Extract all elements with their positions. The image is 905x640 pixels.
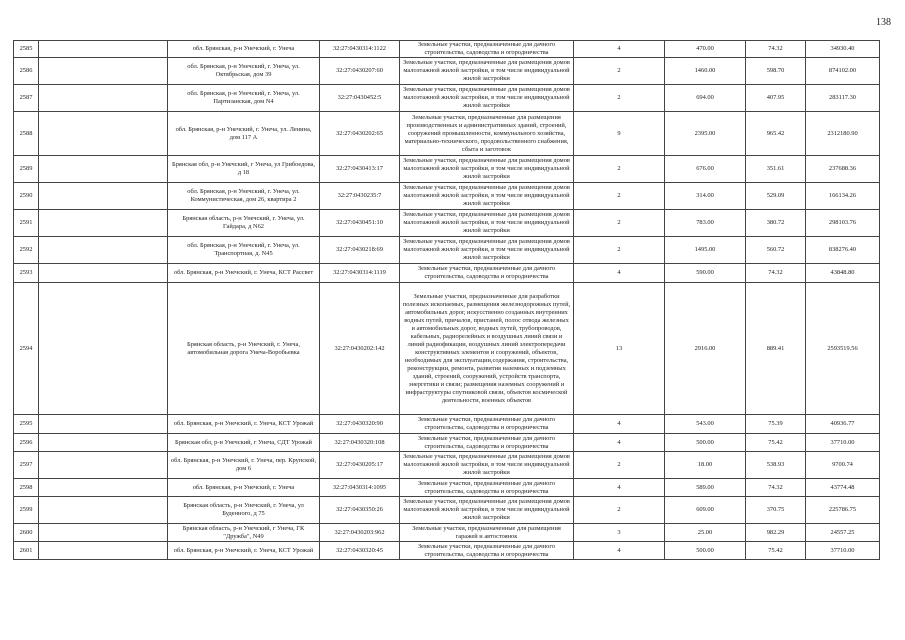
use-class-cell: 2 <box>574 237 665 264</box>
area-cell: 590.00 <box>665 264 746 283</box>
area-cell: 470.00 <box>665 41 746 58</box>
land-use-cell: Земельные участки, предназначенные для размещения домов малоэтажной жилой застройки, в том числе индивидуальной жилой застройки <box>400 497 574 524</box>
table-row <box>14 524 880 542</box>
table-row <box>14 41 880 58</box>
land-use-cell: Земельные участки, предназначенные для дачного строительства, садоводства и огородничества <box>400 264 574 283</box>
area-cell: 783.00 <box>665 210 746 237</box>
table-row <box>14 85 880 112</box>
address-cell: обл. Брянская, р-н Унечский, г. Унеча, ул. Ленина, дом 117 А <box>168 112 320 156</box>
table-row <box>14 237 880 264</box>
page-number: 138 <box>876 17 891 28</box>
area-cell: 694.00 <box>665 85 746 112</box>
blank-cell <box>39 415 168 434</box>
use-class-cell: 4 <box>574 542 665 560</box>
area-cell: 18.00 <box>665 452 746 479</box>
row-number: 2596 <box>14 434 39 452</box>
cadastral-number-cell: 32:27:0430350:26 <box>320 497 400 524</box>
use-class-cell: 2 <box>574 183 665 210</box>
table-row <box>14 210 880 237</box>
area-cell: 500.00 <box>665 434 746 452</box>
address-cell: обл. Брянская, р-н Унечский, г. Унеча, ул. Транспортная, д. N45 <box>168 237 320 264</box>
blank-cell <box>39 183 168 210</box>
address-cell: Брянская область, р-н Унечский, г. Унеча, автомобильная дорога Унеча-Воробьевка <box>168 283 320 415</box>
row-number: 2593 <box>14 264 39 283</box>
unit-value-cell: 560.72 <box>746 237 806 264</box>
blank-cell <box>39 479 168 497</box>
address-cell: обл. Брянская, р-н Унечский, г. Унеча, пер. Крупской, дом 6 <box>168 452 320 479</box>
table-row <box>14 112 880 156</box>
land-use-cell: Земельные участки, предназначенные для размещения домов малоэтажной жилой застройки, в том числе индивидуальной жилой застройки <box>400 237 574 264</box>
land-use-cell: Земельные участки, предназначенные для размещения домов малоэтажной жилой застройки, в том числе индивидуальной жилой застройки <box>400 183 574 210</box>
use-class-cell: 2 <box>574 497 665 524</box>
blank-cell <box>39 156 168 183</box>
cadastral-value-cell: 166134.26 <box>806 183 880 210</box>
area-cell: 543.00 <box>665 415 746 434</box>
use-class-cell: 4 <box>574 415 665 434</box>
use-class-cell: 4 <box>574 479 665 497</box>
land-use-cell: Земельные участки, предназначенные для размещения домов малоэтажной жилой застройки, в том числе индивидуальной жилой застройки <box>400 156 574 183</box>
row-number: 2595 <box>14 415 39 434</box>
cadastral-number-cell: 32:27:0430205:17 <box>320 452 400 479</box>
unit-value-cell: 74.32 <box>746 264 806 283</box>
address-cell: обл. Брянская, р-н Унечский, г. Унеча <box>168 41 320 58</box>
table-row <box>14 479 880 497</box>
cadastral-value-cell: 298103.76 <box>806 210 880 237</box>
unit-value-cell: 380.72 <box>746 210 806 237</box>
cadastral-number-cell: 32:27:0430320:45 <box>320 542 400 560</box>
table-row <box>14 183 880 210</box>
blank-cell <box>39 283 168 415</box>
unit-value-cell: 370.75 <box>746 497 806 524</box>
blank-cell <box>39 524 168 542</box>
blank-cell <box>39 58 168 85</box>
row-number: 2598 <box>14 479 39 497</box>
cadastral-number-cell: 32:27:0430452:5 <box>320 85 400 112</box>
table-row <box>14 452 880 479</box>
cadastral-value-cell: 37710.00 <box>806 434 880 452</box>
unit-value-cell: 965.42 <box>746 112 806 156</box>
row-number: 2587 <box>14 85 39 112</box>
land-register-table <box>13 40 880 560</box>
blank-cell <box>39 112 168 156</box>
area-cell: 2395.00 <box>665 112 746 156</box>
cadastral-number-cell: 32:27:0430207:60 <box>320 58 400 85</box>
unit-value-cell: 75.39 <box>746 415 806 434</box>
cadastral-number-cell: 32:27:0430314:1119 <box>320 264 400 283</box>
unit-value-cell: 74.32 <box>746 479 806 497</box>
cadastral-number-cell: 32:27:0430218:69 <box>320 237 400 264</box>
cadastral-value-cell: 874102.00 <box>806 58 880 85</box>
blank-cell <box>39 85 168 112</box>
unit-value-cell: 889.41 <box>746 283 806 415</box>
cadastral-value-cell: 838276.40 <box>806 237 880 264</box>
use-class-cell: 2 <box>574 85 665 112</box>
cadastral-number-cell: 32:27:0430235:7 <box>320 183 400 210</box>
area-cell: 2916.00 <box>665 283 746 415</box>
cadastral-value-cell: 283117.30 <box>806 85 880 112</box>
row-number: 2590 <box>14 183 39 210</box>
land-use-cell: Земельные участки, предназначенные для размещения гаражей и автостоянок <box>400 524 574 542</box>
cadastral-number-cell: 32:27:0430314:1122 <box>320 41 400 58</box>
use-class-cell: 4 <box>574 41 665 58</box>
table-row <box>14 283 880 415</box>
unit-value-cell: 75.42 <box>746 434 806 452</box>
row-number: 2592 <box>14 237 39 264</box>
blank-cell <box>39 497 168 524</box>
row-number: 2591 <box>14 210 39 237</box>
land-use-cell: Земельные участки, предназначенные для дачного строительства, садоводства и огородничества <box>400 434 574 452</box>
use-class-cell: 4 <box>574 434 665 452</box>
blank-cell <box>39 237 168 264</box>
cadastral-number-cell: 32:27:0430314:1095 <box>320 479 400 497</box>
cadastral-value-cell: 37710.00 <box>806 542 880 560</box>
blank-cell <box>39 41 168 58</box>
use-class-cell: 4 <box>574 264 665 283</box>
land-use-cell: Земельные участки, предназначенные для дачного строительства, садоводства и огородничества <box>400 479 574 497</box>
unit-value-cell: 74.32 <box>746 41 806 58</box>
blank-cell <box>39 452 168 479</box>
row-number: 2599 <box>14 497 39 524</box>
area-cell: 25.00 <box>665 524 746 542</box>
use-class-cell: 2 <box>574 156 665 183</box>
land-use-cell: Земельные участки, предназначенные для дачного строительства, садоводства и огородничества <box>400 415 574 434</box>
use-class-cell: 13 <box>574 283 665 415</box>
table-row <box>14 434 880 452</box>
cadastral-number-cell: 32:27:0430320:108 <box>320 434 400 452</box>
cadastral-value-cell: 225786.75 <box>806 497 880 524</box>
use-class-cell: 2 <box>574 452 665 479</box>
use-class-cell: 9 <box>574 112 665 156</box>
address-cell: обл. Брянская, р-н Унечский, г. Унеча, ул. Партизанская, дом N4 <box>168 85 320 112</box>
address-cell: обл. Брянская, р-н Унечский, г. Унеча, КСТ Рассвет <box>168 264 320 283</box>
table-row <box>14 542 880 560</box>
blank-cell <box>39 434 168 452</box>
address-cell: Брянская область, р-н Унечский, г. Унеча, ул. Гайдара, д N62 <box>168 210 320 237</box>
table-row <box>14 58 880 85</box>
unit-value-cell: 351.61 <box>746 156 806 183</box>
land-use-cell: Земельные участки, предназначенные для размещения домов малоэтажной жилой застройки, в том числе индивидуальной жилой застройки <box>400 452 574 479</box>
row-number: 2585 <box>14 41 39 58</box>
unit-value-cell: 538.93 <box>746 452 806 479</box>
row-number: 2588 <box>14 112 39 156</box>
blank-cell <box>39 542 168 560</box>
area-cell: 1460.00 <box>665 58 746 85</box>
unit-value-cell: 598.70 <box>746 58 806 85</box>
land-use-cell: Земельные участки, предназначенные для размещения производственных и административных зданий, строений, сооружений промышленности, коммунального хозяйства, материально-технического, продовольственного снабжения, сбыта и заготовок <box>400 112 574 156</box>
cadastral-number-cell: 32:27:0430202:142 <box>320 283 400 415</box>
area-cell: 1495.00 <box>665 237 746 264</box>
address-cell: Брянская область, р-н Унечский, г Унеча, ГК "Дружба", N49 <box>168 524 320 542</box>
unit-value-cell: 529.09 <box>746 183 806 210</box>
address-cell: обл. Брянская, р-н Унечский, г. Унеча <box>168 479 320 497</box>
area-cell: 609.00 <box>665 497 746 524</box>
use-class-cell: 2 <box>574 58 665 85</box>
cadastral-value-cell: 24557.25 <box>806 524 880 542</box>
cadastral-value-cell: 237688.36 <box>806 156 880 183</box>
cadastral-number-cell: 32:27:0430320:90 <box>320 415 400 434</box>
cadastral-value-cell: 43848.80 <box>806 264 880 283</box>
address-cell: обл. Брянская, р-н Унечский, г. Унеча, ул. Октябрьская, дом 39 <box>168 58 320 85</box>
address-cell: Брянская обл, р-н Унечский, г Унеча, СДТ Урожай <box>168 434 320 452</box>
cadastral-number-cell: 32:27:0430203:962 <box>320 524 400 542</box>
address-cell: обл. Брянская, р-н Унечский, г. Унеча, ул. Коммунистическая, дом 26, квартира 2 <box>168 183 320 210</box>
blank-cell <box>39 210 168 237</box>
row-number: 2597 <box>14 452 39 479</box>
land-use-cell: Земельные участки, предназначенные для дачного строительства, садоводства и огородничества <box>400 542 574 560</box>
unit-value-cell: 75.42 <box>746 542 806 560</box>
address-cell: обл. Брянская, р-н Унечский, г. Унеча, КСТ Урожай <box>168 542 320 560</box>
address-cell: Брянская область, р-н Унечский, г. Унеча, ул Буденного, д 75 <box>168 497 320 524</box>
row-number: 2589 <box>14 156 39 183</box>
unit-value-cell: 982.29 <box>746 524 806 542</box>
cadastral-value-cell: 43774.48 <box>806 479 880 497</box>
table-row <box>14 497 880 524</box>
row-number: 2601 <box>14 542 39 560</box>
table-row <box>14 156 880 183</box>
land-use-cell: Земельные участки, предназначенные для разработки полезных ископаемых, размещения железнодорожных путей, автомобильных дорог, искусственно созданных внутренних водных путей, причалов, пристаней, полос отвода железных и автомобильных дорог, водных путей, трубопроводов, кабельных, радиорелейных и воздушных линий связи и линий радиофикации, воздушных линий электропередачи конструктивных элементов и сооружений, объектов, необходимых для эксплуатации,содержания, строительства, реконструкции, ремонта, развития наземных и подземных зданий, строений, сооружений, устройств транспорта, энергетики и связи; размещения наземных сооружений и инфраструктуры спутниковой связи, объектов космической деятельности, военных объектов <box>400 283 574 415</box>
use-class-cell: 3 <box>574 524 665 542</box>
area-cell: 314.00 <box>665 183 746 210</box>
cadastral-number-cell: 32:27:0430202:65 <box>320 112 400 156</box>
row-number: 2586 <box>14 58 39 85</box>
cadastral-value-cell: 2312180.90 <box>806 112 880 156</box>
land-use-cell: Земельные участки, предназначенные для размещения домов малоэтажной жилой застройки, в том числе индивидуальной жилой застройки <box>400 58 574 85</box>
cadastral-number-cell: 32:27:0430413:17 <box>320 156 400 183</box>
land-use-cell: Земельные участки, предназначенные для размещения домов малоэтажной жилой застройки, в том числе индивидуальной жилой застройки <box>400 210 574 237</box>
area-cell: 500.00 <box>665 542 746 560</box>
row-number: 2594 <box>14 283 39 415</box>
use-class-cell: 2 <box>574 210 665 237</box>
cadastral-value-cell: 2593519.56 <box>806 283 880 415</box>
area-cell: 589.00 <box>665 479 746 497</box>
area-cell: 676.00 <box>665 156 746 183</box>
table-row <box>14 264 880 283</box>
address-cell: обл. Брянская, р-н Унечский, г. Унеча, КСТ Урожай <box>168 415 320 434</box>
land-use-cell: Земельные участки, предназначенные для дачного строительства, садоводства и огородничества <box>400 41 574 58</box>
cadastral-value-cell: 9700.74 <box>806 452 880 479</box>
cadastral-value-cell: 34930.40 <box>806 41 880 58</box>
table-row <box>14 415 880 434</box>
row-number: 2600 <box>14 524 39 542</box>
land-use-cell: Земельные участки, предназначенные для размещения домов малоэтажной жилой застройки, в том числе индивидуальной жилой застройки <box>400 85 574 112</box>
address-cell: Брянская обл, р-н Унечский, г Унеча, ул Грибоедова, д 18 <box>168 156 320 183</box>
cadastral-value-cell: 40936.77 <box>806 415 880 434</box>
cadastral-number-cell: 32:27:0430451:10 <box>320 210 400 237</box>
blank-cell <box>39 264 168 283</box>
unit-value-cell: 407.95 <box>746 85 806 112</box>
